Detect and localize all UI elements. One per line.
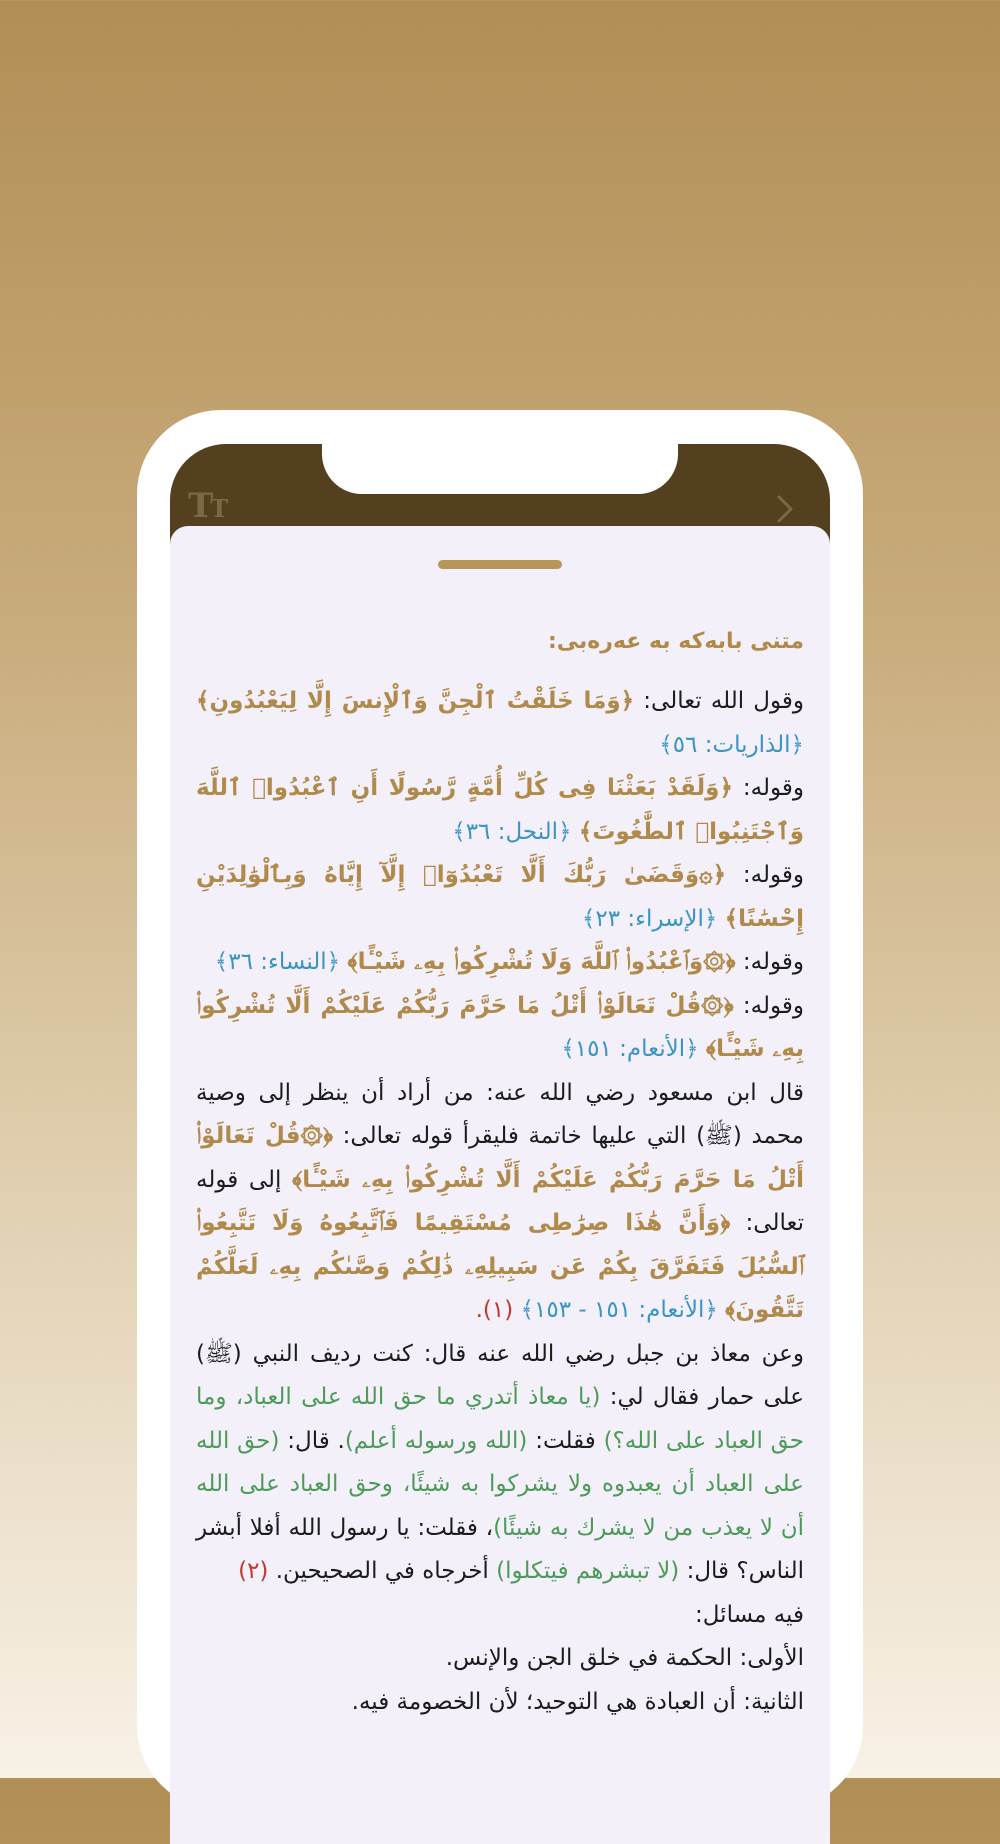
screen xyxy=(170,444,830,1844)
text-segment: إلى قوله تعالى: xyxy=(196,1166,804,1236)
verse-source: ﴿الإسراء: ٢٣﴾ xyxy=(581,905,725,932)
notch xyxy=(322,444,678,494)
quran-verse: ﴿۞وَٱعْبُدُوا۟ ٱللَّهَ وَلَا تُشْرِكُوا۟ بِهِۦ شَيْـًٔا﴾ xyxy=(347,949,736,975)
font-size-icon-big: T xyxy=(188,486,211,526)
text-paragraph: الأولى: الحكمة في خلق الجن والإنس. xyxy=(445,1645,804,1671)
text-paragraph xyxy=(196,854,804,941)
quran-verse: ﴿وَلَقَدْ بَعَثْنَا فِى كُلِّ أُمَّةٍ رَّسُولًا أَنِ ٱعْبُدُوا۟ ٱللَّهَ وَٱجْتَنِبُوا۟ ٱلطَّٰغُوتَ﴾ xyxy=(196,775,804,845)
text-segment: وقوله: xyxy=(733,992,804,1019)
bottom-sheet xyxy=(170,526,830,1844)
text-segment: . قال: xyxy=(279,1427,345,1454)
font-size-icon-small: T xyxy=(210,494,226,523)
content-body xyxy=(196,622,804,1724)
text-paragraph xyxy=(196,1333,804,1594)
text-paragraph: الثانية: أن العبادة هي التوحيد؛ لأن الخصومة فيه. xyxy=(351,1688,804,1715)
text-paragraph: فيه مسائل: xyxy=(695,1601,804,1628)
hadith-text: (لا تبشرهم فيتكلوا) xyxy=(496,1558,680,1584)
font-size-icon[interactable] xyxy=(188,486,225,526)
footnote-reference[interactable]: (١). xyxy=(475,1297,521,1323)
section-heading: متنی بابەکە بە عەرەبی: xyxy=(547,629,804,654)
sheet-drag-handle[interactable] xyxy=(438,560,562,569)
text-segment: أخرجاه في الصحيحين. xyxy=(268,1558,497,1584)
text-paragraph xyxy=(196,941,804,985)
quran-verse: ﴿۞وَقَضَىٰ رَبُّكَ أَلَّا تَعْبُدُوٓا۟ إِلَّآ إِيَّاهُ وَبِٱلْوَٰلِدَيْنِ إِحْسَٰنًا﴾ xyxy=(196,862,804,932)
text-paragraph xyxy=(196,767,804,854)
verse-source: ﴿النساء: ٣٦﴾ xyxy=(214,949,348,975)
hadith-text: (الله ورسوله أعلم) xyxy=(344,1427,528,1454)
text-segment: وعن معاذ بن جبل رضي الله عنه قال: كنت رديف النبي (ﷺ) على حمار فقال لي: xyxy=(196,1340,804,1410)
chevron-right-icon[interactable] xyxy=(770,494,800,524)
text-segment: وقوله: xyxy=(735,949,804,975)
verse-source: ﴿الذاريات: ٥٦﴾ xyxy=(659,731,804,758)
hadith-text: (حق الله على العباد أن يعبدوه ولا يشركوا به شيئًا، وحق العباد على الله أن لا يعذب من لا يشرك به شيئًا) xyxy=(196,1427,804,1541)
quran-verse: ﴿وَمَا خَلَقْتُ ٱلْجِنَّ وَٱلْإِنسَ إِلَّا لِيَعْبُدُونِ﴾ xyxy=(196,688,635,714)
footnote-reference[interactable]: (٢) xyxy=(238,1558,269,1584)
verse-source: ﴿النحل: ٣٦﴾ xyxy=(452,818,579,845)
text-segment: وقوله: xyxy=(732,775,804,801)
text-segment: وقوله: xyxy=(726,862,804,888)
hadith-text: (يا معاذ أتدري ما حق الله على العباد، وما حق العباد على الله؟) xyxy=(196,1384,805,1454)
text-segment: قال ابن مسعود رضي الله عنه: من أراد أن ينظر إلى وصية محمد (ﷺ) التي عليها خاتمة فليقرأ قوله تعالى: xyxy=(196,1079,804,1149)
quran-verse: ﴿۞قُلْ تَعَالَوْا۟ أَتْلُ مَا حَرَّمَ رَبُّكُمْ عَلَيْكُمْ أَلَّا تُشْرِكُوا۟ بِهِۦ شَيْـًٔا﴾ xyxy=(196,992,804,1062)
text-paragraph xyxy=(196,985,804,1072)
quran-verse: ﴿وَأَنَّ هَٰذَا صِرَٰطِى مُسْتَقِيمًا فَٱتَّبِعُوهُ وَلَا تَتَّبِعُوا۟ ٱلسُّبُلَ فَتَفَرَّقَ بِكُمْ عَن سَبِيلِهِۦ ذَٰلِكُمْ وَصَّىٰكُم بِهِۦ لَعَلَّكُمْ تَتَّقُونَ﴾ xyxy=(196,1210,804,1323)
text-segment: وقول الله تعالى: xyxy=(634,688,804,714)
text-paragraph xyxy=(196,1072,804,1333)
quran-verse: ﴿۞قُلْ تَعَالَوْا۟ أَتْلُ مَا حَرَّمَ رَبُّكُمْ عَلَيْكُمْ أَلَّا تُشْرِكُوا۟ بِهِۦ شَيْـًٔا﴾ xyxy=(196,1123,805,1193)
text-segment: ، فقلت: يا رسول الله أفلا أبشر الناس؟ قال: xyxy=(196,1514,804,1584)
verse-source: ﴿الأنعام: ١٥١ - ١٥٣﴾ xyxy=(520,1297,726,1323)
text-paragraph xyxy=(196,680,804,767)
verse-source: ﴿الأنعام: ١٥١﴾ xyxy=(561,1036,706,1062)
phone-frame xyxy=(137,410,863,1810)
text-segment: فقلت: xyxy=(527,1427,604,1454)
